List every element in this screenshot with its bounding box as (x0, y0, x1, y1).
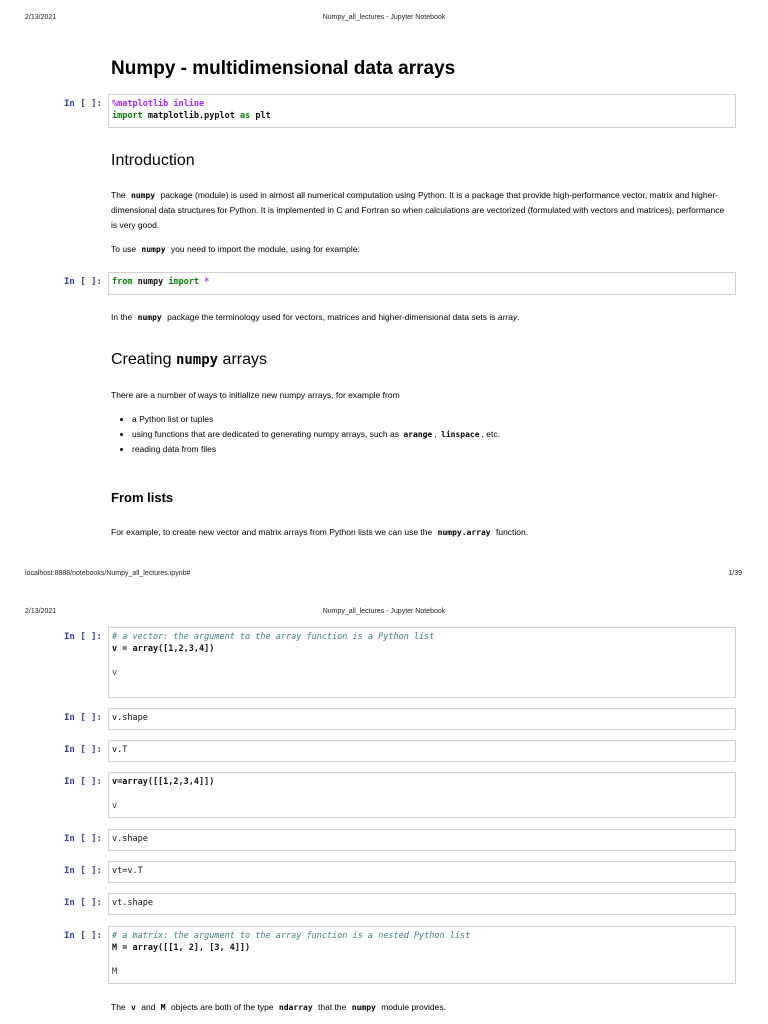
print-url: localhost:8888/notebooks/Numpy_all_lectures.ipynb# (25, 570, 191, 577)
cell-prompt: In [ ]: (64, 745, 102, 755)
code-line: v (112, 801, 118, 811)
cell-prompt: In [ ]: (64, 632, 102, 642)
code-cell[interactable] (108, 94, 736, 128)
code-input[interactable] (109, 628, 735, 682)
keyword: import (112, 111, 143, 121)
code-line: M (112, 967, 118, 977)
print-date: 2/13/2021 (25, 14, 57, 21)
keyword: import (168, 277, 200, 287)
print-footer (0, 570, 768, 580)
list-item: • reading data from files (132, 442, 500, 457)
array-terminology-paragraph: In the numpy package the terminology used for vectors, matrices and higher-dimensional data sets is array. (111, 312, 520, 322)
list-item: • using functions that are dedicated to generating numpy arrays, such as arange , linspace , etc. (132, 427, 500, 442)
print-date: 2/13/2021 (25, 608, 57, 615)
print-header (0, 608, 768, 618)
cell-prompt: In [ ]: (64, 834, 102, 844)
code-input[interactable]: v.T (112, 745, 128, 755)
operator: * (204, 277, 210, 287)
intro-paragraph: The numpy package (module) is used in almost all numerical computation using Python. It is a package that provide high-performance vector, matrix and higher-dimensional data structures for Python. It is implemented in C and Fortran so when calculations are vectorized (formulated with vectors and matrices), performance is very good. (111, 190, 725, 230)
from-lists-paragraph: For example, to create new vector and matrix arrays from Python lists we can use the numpy.array function. (111, 527, 529, 537)
page-number: 1/39 (728, 570, 742, 577)
module-name: matplotlib.pyplot (147, 111, 235, 121)
print-doc-title: Numpy_all_lectures - Jupyter Notebook (322, 14, 446, 21)
code-input[interactable] (109, 273, 735, 291)
code-cell[interactable] (108, 829, 736, 851)
code-cell[interactable] (108, 627, 736, 698)
print-header (0, 14, 768, 24)
keyword: from (112, 277, 133, 287)
bullet-list (120, 412, 500, 457)
subsection-heading-from-lists: From lists (111, 490, 174, 505)
code-cell[interactable] (108, 740, 736, 762)
code-input[interactable]: vt=v.T (112, 866, 143, 876)
list-item: • a Python list or tuples (132, 412, 500, 427)
magic-command: %matplotlib inline (112, 99, 205, 109)
creating-paragraph: There are a number of ways to initialize new numpy arrays, for example from (111, 390, 400, 400)
cell-prompt: In [ ]: (64, 713, 102, 723)
alias-name: plt (255, 111, 271, 121)
code-cell[interactable] (108, 272, 736, 295)
module-name: numpy (137, 277, 164, 287)
print-doc-title: Numpy_all_lectures - Jupyter Notebook (322, 608, 446, 615)
code-comment: # a matrix: the argument to the array function is a nested Python list (112, 931, 471, 941)
code-cell[interactable] (108, 926, 736, 984)
cell-prompt: In [ ]: (64, 277, 102, 287)
section-heading-creating-arrays: Creating numpy arrays (111, 351, 267, 368)
code-input[interactable]: v.shape (112, 834, 148, 844)
code-line: v (112, 668, 118, 678)
cell-prompt: In [ ]: (64, 931, 102, 941)
cell-prompt: In [ ]: (64, 898, 102, 908)
code-input[interactable]: vt.shape (112, 898, 153, 908)
section-heading-introduction: Introduction (111, 152, 195, 169)
code-cell[interactable] (108, 893, 736, 915)
page-title: Numpy - multidimensional data arrays (111, 58, 456, 79)
code-input[interactable] (109, 773, 735, 815)
code-input[interactable] (109, 927, 735, 981)
code-line: M = array([[1, 2], [3, 4]]) (112, 943, 251, 953)
cell-prompt: In [ ]: (64, 99, 102, 109)
code-comment: # a vector: the argument to the array function is a Python list (112, 632, 435, 642)
cell-prompt: In [ ]: (64, 777, 102, 787)
intro-paragraph-2: To use numpy you need to import the module, using for example: (111, 244, 360, 254)
keyword: as (239, 111, 251, 121)
code-cell[interactable] (108, 861, 736, 883)
cell-prompt: In [ ]: (64, 866, 102, 876)
code-input[interactable]: v.shape (112, 713, 148, 723)
final-paragraph: The v and M objects are both of the type ndarray that the numpy module provides. (111, 1002, 446, 1012)
code-line: v = array([1,2,3,4]) (112, 644, 215, 654)
code-cell[interactable] (108, 772, 736, 818)
code-cell[interactable] (108, 708, 736, 730)
code-line: v=array([[1,2,3,4]]) (112, 777, 215, 787)
code-input[interactable] (109, 95, 735, 125)
